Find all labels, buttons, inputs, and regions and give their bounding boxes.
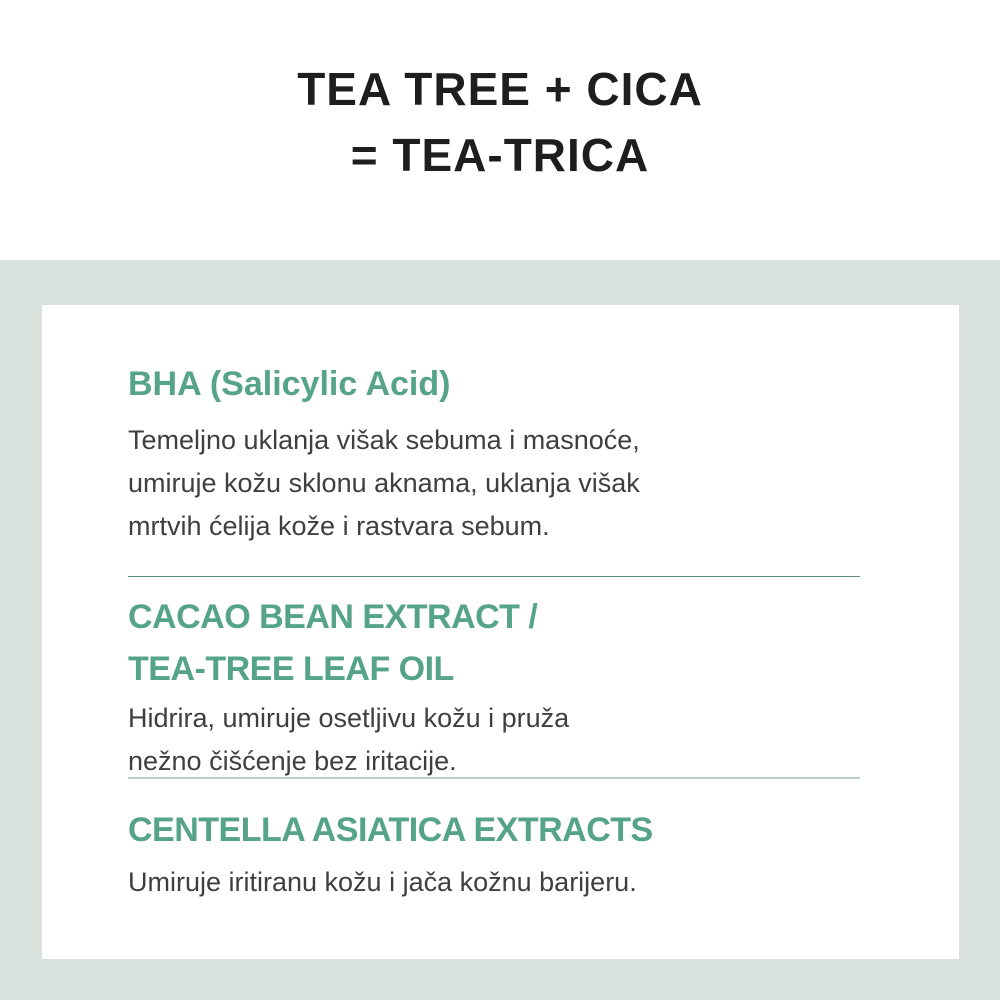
heading-line: CACAO BEAN EXTRACT / bbox=[128, 598, 538, 636]
section-divider bbox=[128, 576, 860, 577]
body-line: Temeljno uklanja višak sebuma i masnoće, bbox=[128, 425, 640, 455]
title-line-1: TEA TREE + CICA bbox=[297, 63, 703, 115]
header bbox=[0, 0, 1000, 260]
section-cacao-teatree bbox=[128, 591, 860, 783]
content-background bbox=[0, 260, 1000, 1000]
section-body-bha bbox=[128, 419, 860, 548]
section-body-cacao-teatree bbox=[128, 697, 860, 783]
section-body-centella bbox=[128, 861, 860, 904]
section-centella bbox=[128, 809, 860, 904]
title-line-2: = TEA-TRICA bbox=[350, 129, 650, 181]
section-heading-bha: BHA (Salicylic Acid) bbox=[128, 365, 451, 403]
ingredients-card bbox=[42, 305, 959, 959]
body-line: umiruje kožu sklonu aknama, uklanja višak bbox=[128, 468, 640, 498]
body-line: mrtvih ćelija kože i rastvara sebum. bbox=[128, 511, 550, 541]
body-line: nežno čišćenje bez iritacije. bbox=[128, 746, 457, 776]
section-heading-cacao-teatree bbox=[128, 591, 860, 695]
section-bha bbox=[128, 363, 860, 548]
body-line: Umiruje iritiranu kožu i jača kožnu barijeru. bbox=[128, 867, 637, 897]
body-line: Hidrira, umiruje osetljivu kožu i pruža bbox=[128, 703, 570, 733]
heading-line: TEA-TREE LEAF OIL bbox=[128, 650, 454, 688]
section-heading-centella: CENTELLA ASIATICA EXTRACTS bbox=[128, 811, 653, 849]
page-title bbox=[0, 0, 1000, 188]
